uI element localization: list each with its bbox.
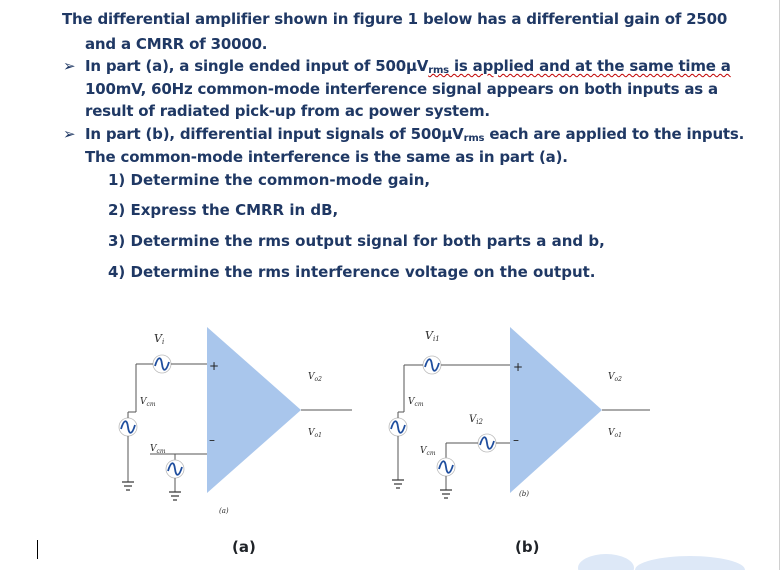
question-4: 4) Determine the rms interference voltage on the output. — [108, 263, 596, 281]
label-vo1: $V_{o1}$ — [608, 428, 622, 439]
page-edge — [779, 0, 780, 570]
bullet-a-post: is applied and at the same time a — [448, 57, 731, 75]
plus-sign: + — [209, 359, 220, 373]
figure-b-small-label: (b) — [519, 490, 529, 498]
label-vcm-lower: $V_{cm}$ — [420, 446, 436, 457]
amplifier-a-triangle — [207, 327, 301, 493]
question-2: 2) Express the CMRR in dB, — [108, 201, 339, 219]
intro-line-1: The differential amplifier shown in figure 1 below has a differential gain of 2500 — [62, 10, 728, 28]
bullet-a-line-3: result of radiated pick-up from ac power system. — [85, 102, 490, 120]
text-cursor — [37, 540, 38, 559]
label-vi2: $V_{i2}$ — [469, 414, 483, 426]
bullet-b-rms-sub: rms — [463, 133, 485, 144]
bullet-b-pre: In part (b), differential input signals of 500µV — [85, 125, 464, 143]
label-vi1: Vi1 — [425, 329, 440, 343]
bullet-b-line-2: The common-mode interference is the same as in part (a). — [85, 148, 568, 166]
decor-shape — [578, 554, 634, 570]
label-vo2: $V_{o2}$ — [608, 372, 622, 383]
bullet-a-rms-sub: rms — [428, 65, 449, 76]
plus-sign: + — [513, 360, 524, 374]
caption-a: (a) — [232, 538, 256, 556]
bullet-a-line-2: 100mV, 60Hz common-mode interference signal appears on both inputs as a — [85, 80, 718, 98]
label-vi: Vi — [154, 332, 165, 346]
bullet-b-post: each are applied to the inputs. — [484, 125, 745, 143]
question-1: 1) Determine the common-mode gain, — [108, 171, 431, 189]
intro-line-2: and a CMRR of 30000. — [85, 35, 268, 53]
figure-b — [389, 327, 650, 498]
caption-b: (b) — [515, 538, 540, 556]
label-vcm-left: $V_{cm}$ — [408, 397, 424, 408]
label-vcm-lower: $V_{cm}$ — [150, 444, 166, 455]
label-vo1: $V_{o1}$ — [308, 428, 322, 439]
figure-a-small-label: (a) — [219, 507, 229, 515]
minus-sign: – — [513, 433, 519, 447]
minus-sign: – — [209, 433, 215, 447]
bullet-arrow-icon: ➢ — [63, 125, 76, 143]
amplifier-b-triangle — [510, 327, 602, 493]
bullet-arrow-icon: ➢ — [63, 57, 76, 75]
question-3: 3) Determine the rms output signal for both parts a and b, — [108, 232, 605, 250]
figure-a — [119, 327, 352, 515]
bullet-a-pre: In part (a), a single ended input of 500µV — [85, 57, 429, 75]
decor-shape — [635, 556, 745, 570]
label-vo2: $V_{o2}$ — [308, 372, 322, 383]
label-vcm-left: $V_{cm}$ — [140, 397, 156, 408]
